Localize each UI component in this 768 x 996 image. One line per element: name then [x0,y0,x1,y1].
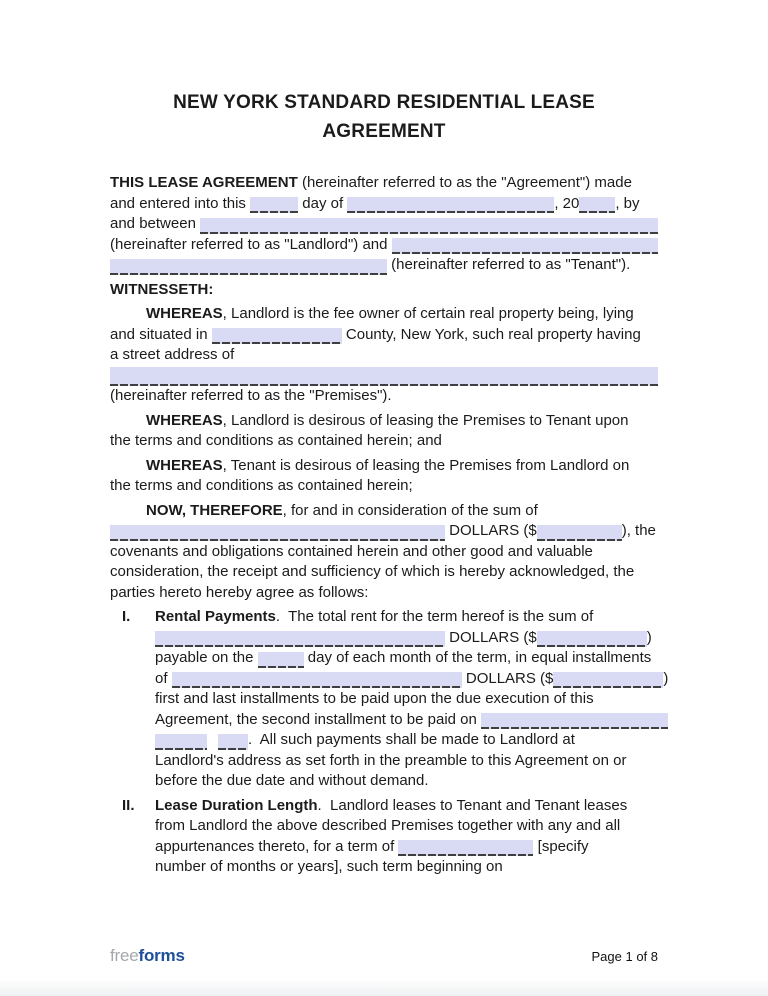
page-footer [110,946,658,966]
whereas-property-paragraph-content [110,304,658,407]
document-line [110,411,658,432]
document-line [155,730,668,751]
document-line [110,501,658,522]
body-text: appurtenances thereto, for a term of [155,837,399,855]
form-blank-field[interactable] [110,259,387,275]
section-rental-payments [110,607,669,792]
bold-text: Rental Payments [155,608,276,625]
form-blank-field[interactable] [347,197,554,213]
first-line-indent [110,309,146,325]
form-blank-field[interactable] [172,672,462,688]
brand-forms-text: forms [138,946,185,965]
document-line [110,214,658,235]
body-text: number of months or years], such term beginning on [155,858,503,875]
form-blank-field[interactable] [553,672,663,688]
document-line [110,173,658,194]
body-text: the terms and conditions as contained herein; [110,477,413,494]
form-blank-field[interactable] [398,840,533,856]
document-line [155,648,668,669]
witnesseth-heading [110,280,658,301]
document-line [110,366,658,387]
document-line [155,710,668,731]
form-blank-field[interactable] [481,713,668,729]
document-line [155,816,658,837]
body-text: day of each month of the term, in equal installments [303,649,652,666]
document-body [110,173,669,878]
body-text: , 20 [554,194,580,212]
form-blank-field[interactable] [392,238,658,254]
form-blank-field[interactable] [250,197,298,213]
now-therefore-paragraph-content [110,501,658,604]
body-text: (hereinafter referred to as "Tenant"). [387,256,631,273]
body-text: from Landlord the above described Premises together with any and all [155,817,621,834]
body-text: , Landlord is the fee owner of certain real property being, lying [222,305,634,322]
document-line [110,456,658,477]
body-text: day of [298,194,348,212]
document-line [110,386,658,407]
body-text: . Landlord leases to Tenant and Tenant leases [317,796,628,814]
body-text: and situated in [110,325,212,343]
body-text: (hereinafter referred to as the "Agreement") made [297,174,632,191]
document-title-line-1: NEW YORK STANDARD RESIDENTIAL LEASE [173,92,595,113]
now-therefore-paragraph [110,501,658,604]
body-text: , Tenant is desirous of leasing the Premises from Landlord on [222,456,630,474]
whereas-tenant-paragraph [110,456,658,497]
document-line [155,689,668,710]
body-text: DOLLARS ($ [445,628,537,646]
body-text: (hereinafter referred to as the "Premises"). [110,387,392,404]
body-text: Landlord's address as set forth in the preamble to this Agreement on or [155,751,627,769]
form-blank-field[interactable] [200,218,658,234]
body-text: the terms and conditions as contained herein; and [110,432,442,449]
document-line [110,325,658,346]
first-line-indent [110,460,146,476]
bold-text: Lease Duration Length [155,796,318,814]
first-line-indent [110,415,146,431]
whereas-landlord-paragraph-content [110,411,658,452]
section-rental-payments-content [155,607,668,792]
form-blank-field[interactable] [537,631,647,647]
bold-text: WITNESSETH: [110,280,214,298]
document-line [110,194,658,215]
blank-gap [207,735,218,751]
form-blank-field[interactable] [110,367,658,386]
first-line-indent [110,505,146,521]
document-line [110,235,658,256]
witnesseth-heading-content [110,280,658,301]
form-blank-field[interactable] [579,197,615,213]
document-line [155,857,658,878]
body-text: Agreement, the second installment to be paid on [155,710,482,728]
whereas-property-paragraph [110,304,658,407]
form-blank-field[interactable] [537,525,622,541]
preamble-paragraph [110,173,658,276]
bold-text: WHEREAS [146,411,223,429]
document-line [110,542,658,563]
document-line [155,669,668,690]
preamble-paragraph-content [110,173,658,276]
body-text: and entered into this [110,194,251,212]
body-text: , Landlord is desirous of leasing the Premises to Tenant upon [222,411,629,429]
document-line [155,837,658,858]
body-text: , for and in consideration of the sum of [282,501,538,519]
document-line [155,628,668,649]
document-line [155,607,668,628]
document-line [110,345,658,366]
brand-free-text: free [110,946,139,965]
section-rental-payments-marker: I. [122,608,131,625]
body-text: . All such payments shall be made to Landlord at [248,731,575,748]
body-text: DOLLARS ($ [461,669,554,687]
form-blank-field[interactable] [155,631,445,647]
body-text: a street address of [110,346,235,363]
bold-text: WHEREAS [146,456,223,474]
body-text: ) [663,669,669,687]
page-indicator: Page 1 of 8 [591,949,658,964]
document-line [110,304,658,325]
body-text: ), the [621,522,656,539]
body-text: covenants and obligations contained herein and other good and valuable [110,542,593,560]
body-text: of [155,669,172,687]
whereas-tenant-paragraph-content [110,456,658,497]
document-line [155,771,668,792]
body-text: before the due date and without demand. [155,772,429,789]
document-line [110,280,658,301]
bold-text: THIS LEASE AGREEMENT [110,174,298,191]
document-title [0,88,768,146]
body-text: , by [615,194,640,212]
form-blank-field[interactable] [110,525,445,541]
form-blank-field[interactable] [155,734,207,750]
bold-text: WHEREAS [146,305,223,322]
document-line [110,583,658,604]
form-blank-field[interactable] [218,734,248,750]
body-text: payable on the [155,649,258,666]
freeforms-logo [110,946,185,966]
section-lease-duration-content [155,796,658,878]
body-text: consideration, the receipt and sufficiency of which is hereby acknowledged, the [110,563,635,580]
document-line [155,751,668,772]
document-line [110,431,658,452]
whereas-landlord-paragraph [110,411,658,452]
section-lease-duration [110,796,658,878]
document-line [110,476,658,497]
body-text: County, New York, such real property having [341,325,641,343]
body-text: parties hereto hereby agree as follows: [110,583,369,601]
section-lease-duration-marker: II. [122,796,135,814]
document-line [110,562,658,583]
bold-text: NOW, THEREFORE [146,501,283,519]
document-title-line-2: AGREEMENT [322,121,446,142]
document-line [110,521,658,542]
document-line [110,255,658,276]
form-blank-field[interactable] [258,652,304,668]
body-text: ) [646,628,652,646]
body-text: DOLLARS ($ [445,522,537,539]
body-text: first and last installments to be paid upon the due execution of this [155,690,594,707]
body-text: . The total rent for the term hereof is the sum of [275,608,594,625]
body-text: (hereinafter referred to as "Landlord") and [110,235,392,253]
page-bottom-edge [0,980,768,996]
body-text: and between [110,215,201,232]
form-blank-field[interactable] [212,328,342,344]
document-line [155,796,658,817]
body-text: [specify [533,837,589,855]
